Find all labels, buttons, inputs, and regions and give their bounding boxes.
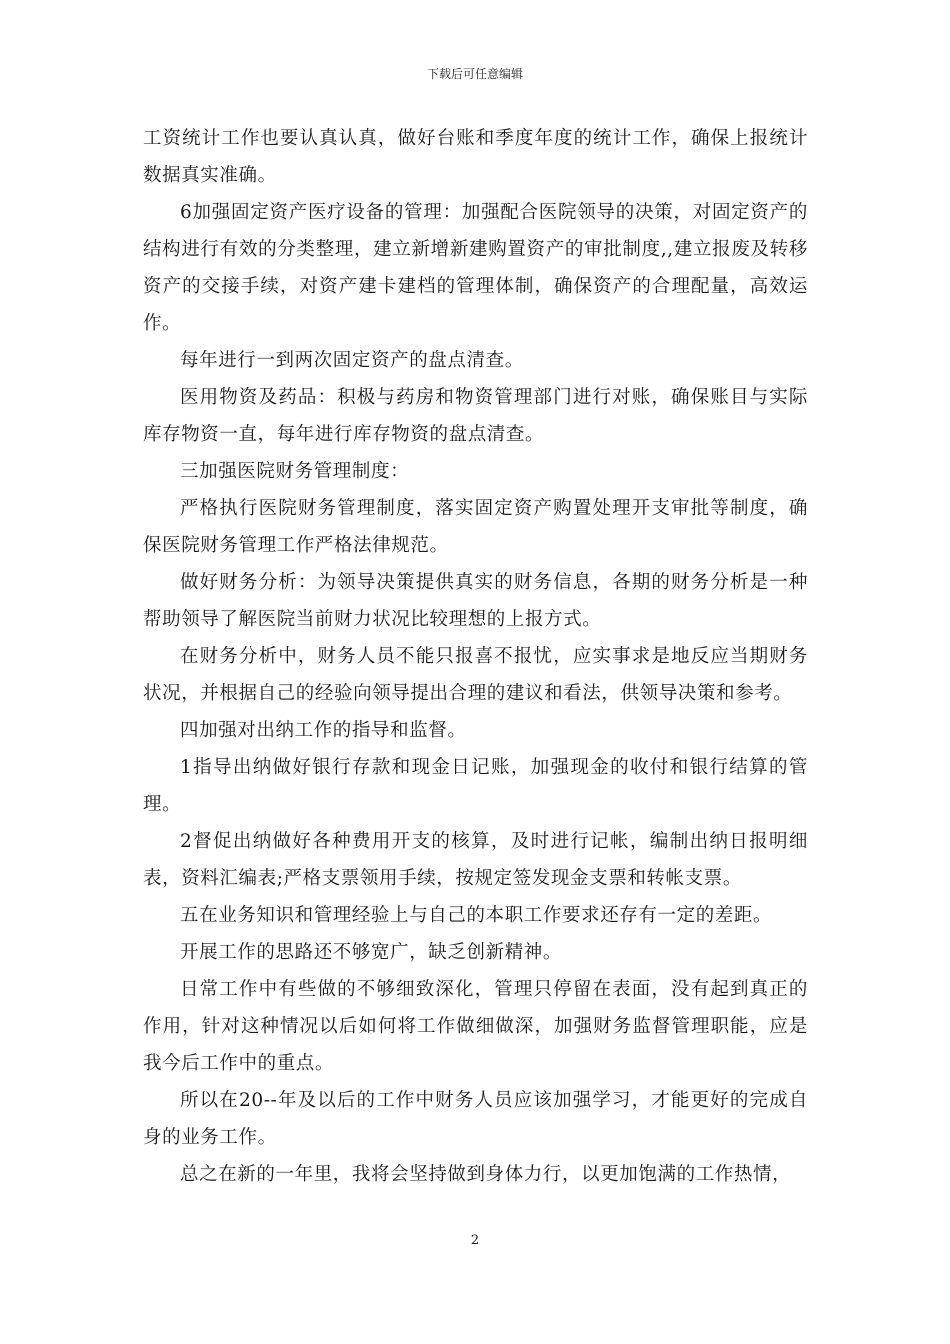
paragraph: 6加强固定资产医疗设备的管理：加强配合医院领导的决策，对固定资产的结构进行有效的分类整理，建立新增新建购置资产的审批制度,,建立报废及转移资产的交接手续，对资产建卡建档的管理体制，确保资产的合理配量，高效运作。 [143,202,808,334]
paragraph: 1指导出纳做好银行存款和现金日记账，加强现金的收付和银行结算的管理。 [143,757,808,815]
page-number: 2 [470,1233,480,1248]
paragraph: 工资统计工作也要认真认真，做好台账和季度年度的统计工作，确保上报统计数据真实准确。 [143,128,808,186]
section-heading: 三加强医院财务管理制度： [180,461,410,482]
page-header: 下载后可任意编辑 [426,67,523,81]
section-heading: 五在业务知识和管理经验上与自己的本职工作要求还存有一定的差距。 [180,905,773,926]
paragraph: 在财务分析中，财务人员不能只报喜不报忧，应实事求是地反应当期财务状况，并根据自己的经验向领导提出合理的建议和看法，供领导决策和参考。 [143,646,808,704]
paragraph: 所以在20--年及以后的工作中财务人员应该加强学习，才能更好的完成自身的业务工作。 [143,1090,808,1148]
paragraph: 日常工作中有些做的不够细致深化，管理只停留在表面，没有起到真正的作用，针对这种情况以后如何将工作做细做深，加强财务监督管理职能，应是我今后工作中的重点。 [143,979,808,1074]
paragraph: 2督促出纳做好各种费用开支的核算，及时进行记帐，编制出纳日报明细表，资料汇编表;严格支票领用手续，按规定签发现金支票和转帐支票。 [143,831,808,889]
paragraph: 每年进行一到两次固定资产的盘点清查。 [180,350,524,371]
paragraph: 开展工作的思路还不够宽广，缺乏创新精神。 [180,942,563,963]
section-heading: 四加强对出纳工作的指导和监督。 [180,720,467,741]
paragraph: 医用物资及药品：积极与药房和物资管理部门进行对账，确保账目与实际库存物资一直，每年进行库存物资的盘点清查。 [143,387,808,445]
paragraph: 严格执行医院财务管理制度，落实固定资产购置处理开支审批等制度，确保医院财务管理工作严格法律规范。 [143,498,808,556]
paragraph: 总之在新的一年里，我将会坚持做到身体力行，以更加饱满的工作热情， [180,1164,792,1185]
paragraph: 做好财务分析：为领导决策提供真实的财务信息，各期的财务分析是一种帮助领导了解医院当前财力状况比较理想的上报方式。 [143,572,808,630]
document-body [143,120,808,1193]
